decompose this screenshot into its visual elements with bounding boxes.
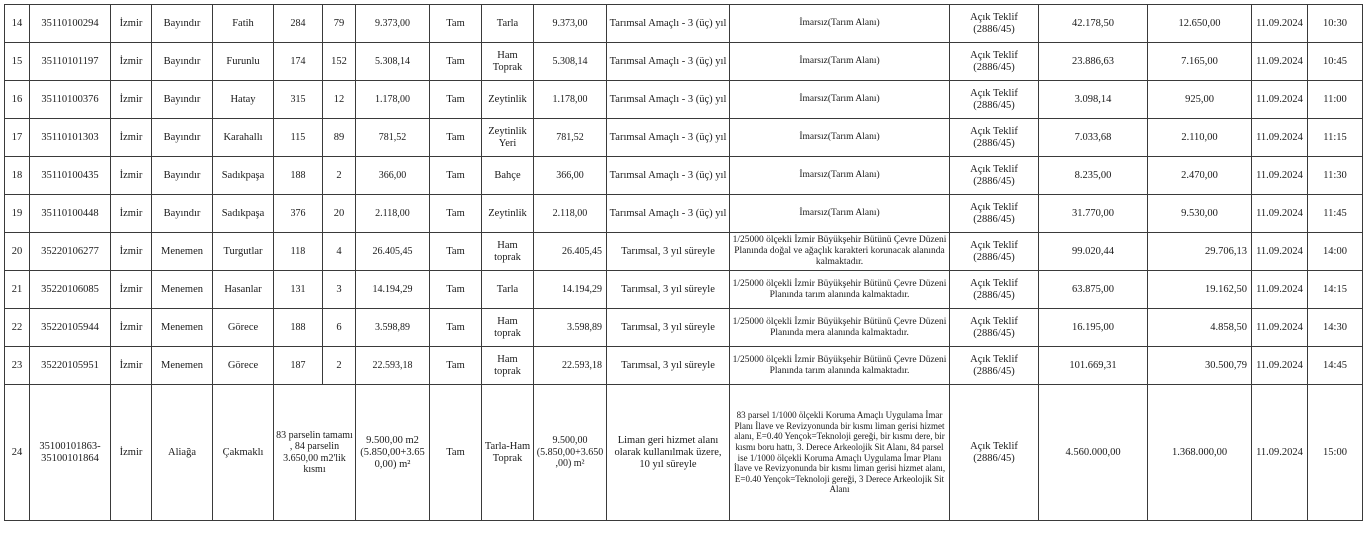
cell-ada: 188 [274,309,323,347]
cell-tasinmaz-no: 35220105944 [30,309,111,347]
cell-muhammen-bedel: 4.560.000,00 [1039,385,1148,521]
cell-tarih: 11.09.2024 [1252,119,1308,157]
cell-teminat: 1.368.000,00 [1148,385,1252,521]
cell-ada: 187 [274,347,323,385]
cell-ihale-usulu: Açık Teklif (2886/45) [950,233,1039,271]
cell-ilce: Bayındır [152,195,213,233]
cell-yuzolcum: 781,52 [356,119,430,157]
cell-teminat: 2.110,00 [1148,119,1252,157]
cell-imar: İmarsız(Tarım Alanı) [730,119,950,157]
cell-ilce: Menemen [152,347,213,385]
cell-mahalle: Turgutlar [213,233,274,271]
cell-tasinmaz-no: 35110101303 [30,119,111,157]
cell-cinsi: Ham toprak [482,347,534,385]
cell-ihale-usulu: Açık Teklif (2886/45) [950,195,1039,233]
parcel-tender-table [4,4,1363,521]
cell-parsel: 79 [323,5,356,43]
cell-tasinmaz-no: 35220106277 [30,233,111,271]
cell-kiralanacak-alan: 3.598,89 [534,309,607,347]
cell-yuzolcum: 22.593,18 [356,347,430,385]
cell-saat: 14:30 [1308,309,1363,347]
cell-imar: İmarsız(Tarım Alanı) [730,43,950,81]
cell-ada: 174 [274,43,323,81]
cell-teminat: 7.165,00 [1148,43,1252,81]
cell-ada: 83 parselin tamamı , 84 parselin 3.650,00 m2'lik kısmı [274,385,356,521]
cell-il: İzmir [111,271,152,309]
cell-tarih: 11.09.2024 [1252,309,1308,347]
cell-sira: 14 [5,5,30,43]
cell-imar: 83 parsel 1/1000 ölçekli Koruma Amaçlı Uygulama İmar Planı İlave ve Revizyonunda bir kısmı liman gerisi hizmet alanı, E=0.40 Yençok=Teknoloji gereği, bir kısmı dere, bir kısmı boru hattı, 3. Derece Arkeolojik Sit Alanı, 84 parsel ise 1/1000 ölçekli Koruma Amaçlı Uygulama İmar Planı İlave ve Revizyonunda bir kısmı liman gerisi hizmet alanı, E=0.40 Yençok=Teknoloji gereği, 3 Derece Arkeolojik Sit Alanı [730,385,950,521]
cell-ihale-usulu: Açık Teklif (2886/45) [950,157,1039,195]
cell-ada: 284 [274,5,323,43]
cell-hisse: Tam [430,195,482,233]
cell-parsel: 3 [323,271,356,309]
cell-yuzolcum: 2.118,00 [356,195,430,233]
cell-yuzolcum: 3.598,89 [356,309,430,347]
cell-saat: 15:00 [1308,385,1363,521]
cell-parsel: 152 [323,43,356,81]
cell-hisse: Tam [430,81,482,119]
cell-kiralanacak-alan: 5.308,14 [534,43,607,81]
cell-mahalle: Görece [213,309,274,347]
cell-parsel: 12 [323,81,356,119]
cell-sira: 22 [5,309,30,347]
cell-teminat: 19.162,50 [1148,271,1252,309]
cell-cinsi: Zeytinlik Yeri [482,119,534,157]
cell-hisse: Tam [430,157,482,195]
cell-mahalle: Fatih [213,5,274,43]
table-row [5,347,1363,385]
cell-ada: 118 [274,233,323,271]
cell-saat: 11:15 [1308,119,1363,157]
cell-saat: 14:45 [1308,347,1363,385]
cell-kiralanacak-alan: 26.405,45 [534,233,607,271]
cell-amac: Tarımsal, 3 yıl süreyle [607,271,730,309]
cell-imar: İmarsız(Tarım Alanı) [730,195,950,233]
cell-cinsi: Zeytinlik [482,81,534,119]
cell-tarih: 11.09.2024 [1252,5,1308,43]
cell-ilce: Bayındır [152,119,213,157]
cell-kiralanacak-alan: 14.194,29 [534,271,607,309]
cell-cinsi: Ham toprak [482,309,534,347]
cell-il: İzmir [111,81,152,119]
cell-sira: 15 [5,43,30,81]
cell-yuzolcum: 26.405,45 [356,233,430,271]
cell-tasinmaz-no: 35110100376 [30,81,111,119]
cell-il: İzmir [111,157,152,195]
cell-saat: 10:45 [1308,43,1363,81]
cell-ilce: Bayındır [152,43,213,81]
cell-muhammen-bedel: 63.875,00 [1039,271,1148,309]
cell-parsel: 2 [323,347,356,385]
cell-amac: Tarımsal Amaçlı - 3 (üç) yıl [607,81,730,119]
cell-ilce: Bayındır [152,5,213,43]
cell-muhammen-bedel: 3.098,14 [1039,81,1148,119]
cell-ihale-usulu: Açık Teklif (2886/45) [950,43,1039,81]
cell-sira: 16 [5,81,30,119]
cell-amac: Tarımsal Amaçlı - 3 (üç) yıl [607,5,730,43]
cell-muhammen-bedel: 31.770,00 [1039,195,1148,233]
cell-il: İzmir [111,309,152,347]
cell-imar: İmarsız(Tarım Alanı) [730,157,950,195]
cell-ilce: Bayındır [152,157,213,195]
table-row [5,157,1363,195]
table-body [5,5,1363,521]
cell-il: İzmir [111,385,152,521]
cell-kiralanacak-alan: 2.118,00 [534,195,607,233]
cell-tasinmaz-no: 35110101197 [30,43,111,81]
cell-ihale-usulu: Açık Teklif (2886/45) [950,309,1039,347]
cell-ihale-usulu: Açık Teklif (2886/45) [950,347,1039,385]
cell-yuzolcum: 366,00 [356,157,430,195]
cell-ilce: Aliağa [152,385,213,521]
cell-cinsi: Tarla [482,271,534,309]
cell-tarih: 11.09.2024 [1252,347,1308,385]
table-row [5,233,1363,271]
cell-teminat: 30.500,79 [1148,347,1252,385]
table-row [5,309,1363,347]
cell-parsel: 9.500,00 m2 (5.850,00+3.650,00) m² [356,385,430,521]
cell-mahalle: Görece [213,347,274,385]
cell-tarih: 11.09.2024 [1252,81,1308,119]
cell-amac: Tarımsal, 3 yıl süreyle [607,347,730,385]
cell-tarih: 11.09.2024 [1252,157,1308,195]
cell-hisse: Tam [430,43,482,81]
cell-saat: 10:30 [1308,5,1363,43]
cell-saat: 11:30 [1308,157,1363,195]
cell-sira: 21 [5,271,30,309]
cell-sira: 23 [5,347,30,385]
cell-tarih: 11.09.2024 [1252,43,1308,81]
cell-tasinmaz-no: 35100101863-35100101864 [30,385,111,521]
cell-tarih: 11.09.2024 [1252,271,1308,309]
cell-sira: 19 [5,195,30,233]
cell-cinsi: Ham toprak [482,233,534,271]
cell-imar: 1/25000 ölçekli İzmir Büyükşehir Bütünü Çevre Düzeni Planında tarım alanında kalmaktadır. [730,271,950,309]
cell-ilce: Bayındır [152,81,213,119]
cell-muhammen-bedel: 7.033,68 [1039,119,1148,157]
cell-kiralanacak-alan: 9.373,00 [534,5,607,43]
cell-muhammen-bedel: 23.886,63 [1039,43,1148,81]
cell-cinsi: Bahçe [482,157,534,195]
cell-amac: Tarımsal Amaçlı - 3 (üç) yıl [607,195,730,233]
table-row [5,43,1363,81]
cell-ada: 315 [274,81,323,119]
cell-sira: 18 [5,157,30,195]
cell-amac: Tarımsal Amaçlı - 3 (üç) yıl [607,119,730,157]
cell-ilce: Menemen [152,271,213,309]
cell-amac: Tarımsal, 3 yıl süreyle [607,233,730,271]
table-row [5,385,1363,521]
cell-amac: Tarımsal, 3 yıl süreyle [607,309,730,347]
cell-parsel: 89 [323,119,356,157]
cell-tasinmaz-no: 35110100294 [30,5,111,43]
cell-ada: 376 [274,195,323,233]
cell-hisse: Tam [430,233,482,271]
cell-il: İzmir [111,195,152,233]
cell-parsel: 6 [323,309,356,347]
cell-ihale-usulu: Açık Teklif (2886/45) [950,385,1039,521]
cell-parsel: 20 [323,195,356,233]
cell-mahalle: Sadıkpaşa [213,157,274,195]
cell-ada: 188 [274,157,323,195]
cell-muhammen-bedel: 8.235,00 [1039,157,1148,195]
cell-saat: 14:15 [1308,271,1363,309]
cell-il: İzmir [111,5,152,43]
cell-tarih: 11.09.2024 [1252,195,1308,233]
cell-parsel: 2 [323,157,356,195]
cell-sira: 24 [5,385,30,521]
cell-teminat: 2.470,00 [1148,157,1252,195]
cell-cinsi: Tarla-Ham Toprak [482,385,534,521]
table-row [5,195,1363,233]
cell-tasinmaz-no: 35110100448 [30,195,111,233]
cell-il: İzmir [111,233,152,271]
cell-kiralanacak-alan: 1.178,00 [534,81,607,119]
cell-hisse: Tam [430,119,482,157]
cell-cinsi: Zeytinlik [482,195,534,233]
cell-mahalle: Hatay [213,81,274,119]
cell-amac: Tarımsal Amaçlı - 3 (üç) yıl [607,157,730,195]
cell-mahalle: Çakmaklı [213,385,274,521]
cell-saat: 11:00 [1308,81,1363,119]
cell-muhammen-bedel: 16.195,00 [1039,309,1148,347]
cell-teminat: 925,00 [1148,81,1252,119]
cell-yuzolcum: 9.373,00 [356,5,430,43]
cell-muhammen-bedel: 42.178,50 [1039,5,1148,43]
cell-hisse: Tam [430,347,482,385]
cell-kiralanacak-alan: 22.593,18 [534,347,607,385]
cell-ada: 131 [274,271,323,309]
cell-il: İzmir [111,347,152,385]
cell-muhammen-bedel: 101.669,31 [1039,347,1148,385]
cell-hisse: Tam [430,385,482,521]
cell-teminat: 4.858,50 [1148,309,1252,347]
cell-ilce: Menemen [152,233,213,271]
cell-ada: 115 [274,119,323,157]
cell-yuzolcum: 1.178,00 [356,81,430,119]
cell-hisse: Tam [430,309,482,347]
cell-teminat: 9.530,00 [1148,195,1252,233]
cell-ihale-usulu: Açık Teklif (2886/45) [950,81,1039,119]
cell-ihale-usulu: Açık Teklif (2886/45) [950,119,1039,157]
cell-kiralanacak-alan: 781,52 [534,119,607,157]
cell-cinsi: Ham Toprak [482,43,534,81]
cell-teminat: 29.706,13 [1148,233,1252,271]
cell-mahalle: Sadıkpaşa [213,195,274,233]
cell-parsel: 4 [323,233,356,271]
cell-imar: İmarsız(Tarım Alanı) [730,5,950,43]
cell-mahalle: Furunlu [213,43,274,81]
cell-il: İzmir [111,119,152,157]
cell-tarih: 11.09.2024 [1252,233,1308,271]
cell-tasinmaz-no: 35220106085 [30,271,111,309]
cell-imar: 1/25000 ölçekli İzmir Büyükşehir Bütünü Çevre Düzeni Planında mera alanında kalmaktadır. [730,309,950,347]
table-row [5,119,1363,157]
cell-teminat: 12.650,00 [1148,5,1252,43]
table-row [5,271,1363,309]
cell-yuzolcum: 5.308,14 [356,43,430,81]
cell-ihale-usulu: Açık Teklif (2886/45) [950,271,1039,309]
cell-imar: İmarsız(Tarım Alanı) [730,81,950,119]
cell-saat: 14:00 [1308,233,1363,271]
cell-ilce: Menemen [152,309,213,347]
cell-il: İzmir [111,43,152,81]
cell-muhammen-bedel: 99.020,44 [1039,233,1148,271]
cell-imar: 1/25000 ölçekli İzmir Büyükşehir Bütünü Çevre Düzeni Planında doğal ve ağaçlık karakteri korunacak alanında kalmaktadır. [730,233,950,271]
cell-ihale-usulu: Açık Teklif (2886/45) [950,5,1039,43]
cell-kiralanacak-alan: 9.500,00 (5.850,00+3.650,00) m² [534,385,607,521]
cell-cinsi: Tarla [482,5,534,43]
cell-imar: 1/25000 ölçekli İzmir Büyükşehir Bütünü Çevre Düzeni Planında tarım alanında kalmaktadır. [730,347,950,385]
cell-hisse: Tam [430,5,482,43]
cell-kiralanacak-alan: 366,00 [534,157,607,195]
cell-tasinmaz-no: 35220105951 [30,347,111,385]
table-row [5,5,1363,43]
cell-mahalle: Karahallı [213,119,274,157]
cell-sira: 20 [5,233,30,271]
cell-yuzolcum: 14.194,29 [356,271,430,309]
cell-mahalle: Hasanlar [213,271,274,309]
cell-tasinmaz-no: 35110100435 [30,157,111,195]
cell-sira: 17 [5,119,30,157]
cell-amac: Tarımsal Amaçlı - 3 (üç) yıl [607,43,730,81]
table-row [5,81,1363,119]
cell-tarih: 11.09.2024 [1252,385,1308,521]
cell-hisse: Tam [430,271,482,309]
cell-saat: 11:45 [1308,195,1363,233]
cell-amac: Liman geri hizmet alanı olarak kullanılmak üzere, 10 yıl süreyle [607,385,730,521]
